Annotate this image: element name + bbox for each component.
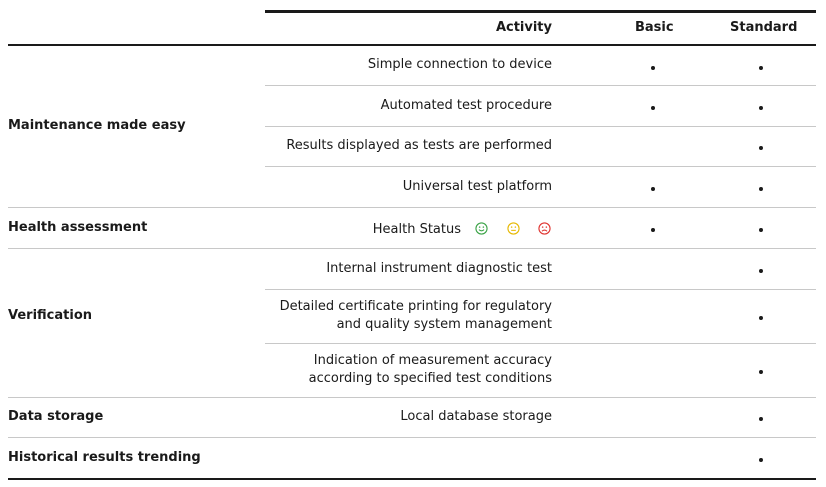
standard-dot <box>759 146 763 150</box>
activity-cell: Detailed certificate printing for regulatory <box>279 299 552 314</box>
category-maintenance: Maintenance made easy <box>8 118 186 133</box>
category-historical: Historical results trending <box>8 450 201 465</box>
activity-cell: according to specified test conditions <box>308 371 552 386</box>
bottom-rule <box>8 478 816 480</box>
category-verification: Verification <box>8 308 93 323</box>
standard-dot <box>759 187 763 191</box>
standard-dot <box>759 269 763 273</box>
category-data-storage: Data storage <box>8 409 104 424</box>
row-divider <box>265 166 816 167</box>
section-divider <box>8 207 816 208</box>
activity-cell: Automated test procedure <box>380 98 552 113</box>
activity-cell: Health Status <box>372 222 461 237</box>
row-divider <box>265 85 816 86</box>
basic-dot <box>651 106 655 110</box>
row-divider <box>265 343 816 344</box>
basic-dot <box>651 187 655 191</box>
standard-dot <box>759 228 763 232</box>
activity-cell: Indication of measurement accuracy <box>313 353 552 368</box>
section-divider <box>8 248 816 249</box>
neutral-face-icon <box>507 222 520 235</box>
header-standard: Standard <box>730 20 798 35</box>
header-basic: Basic <box>635 20 674 35</box>
sad-face-icon <box>538 222 551 235</box>
activity-cell: and quality system management <box>336 317 552 332</box>
activity-cell: Local database storage <box>400 409 552 424</box>
standard-dot <box>759 106 763 110</box>
top-rule <box>265 10 816 13</box>
happy-face-icon <box>475 222 488 235</box>
basic-dot <box>651 228 655 232</box>
activity-cell: Simple connection to device <box>367 57 552 72</box>
activity-cell: Universal test platform <box>402 179 552 194</box>
activity-cell: Results displayed as tests are performed <box>286 138 552 153</box>
standard-dot <box>759 417 763 421</box>
activity-cell: Internal instrument diagnostic test <box>326 261 552 276</box>
standard-dot <box>759 458 763 462</box>
section-divider <box>8 437 816 438</box>
header-activity: Activity <box>495 20 552 35</box>
standard-dot <box>759 370 763 374</box>
standard-dot <box>759 66 763 70</box>
section-divider <box>8 397 816 398</box>
header-rule <box>8 44 816 46</box>
row-divider <box>265 126 816 127</box>
category-health: Health assessment <box>8 220 148 235</box>
row-divider <box>265 289 816 290</box>
standard-dot <box>759 316 763 320</box>
basic-dot <box>651 66 655 70</box>
